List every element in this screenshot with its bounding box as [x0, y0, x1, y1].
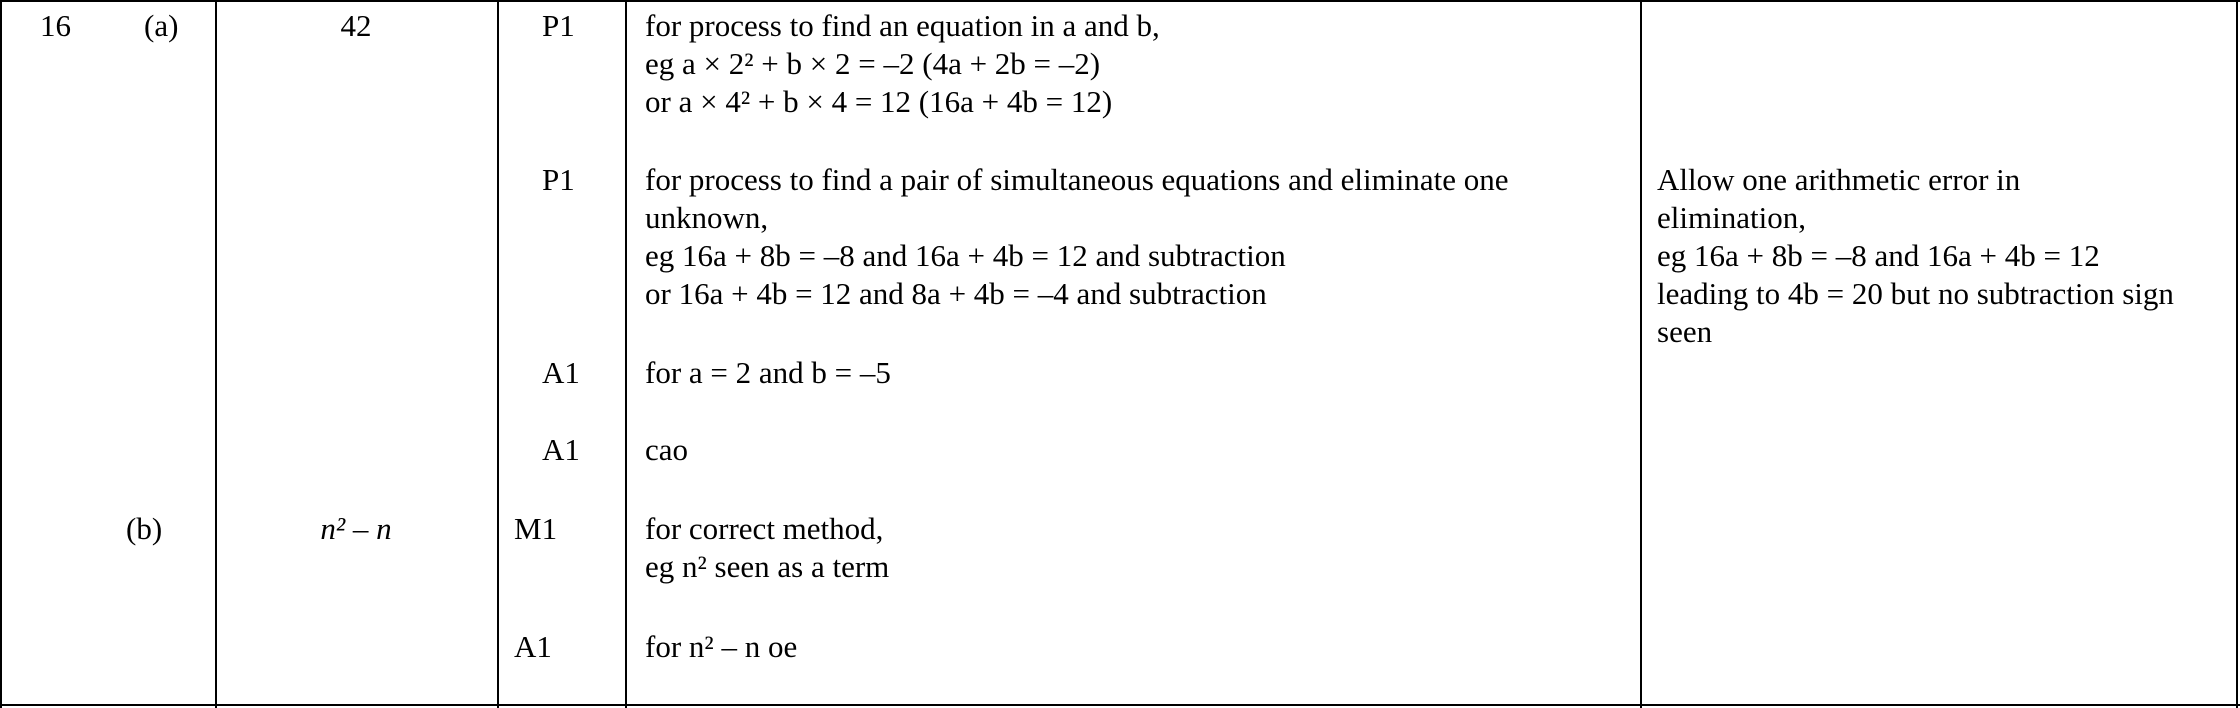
- mark-code: A1: [542, 355, 580, 390]
- guidance-line: for correct method,: [645, 511, 884, 546]
- part-label: (b): [126, 511, 163, 546]
- column-divider: [497, 0, 499, 708]
- column-divider: [215, 0, 217, 708]
- column-divider: [625, 0, 627, 708]
- mark-guidance: cao: [645, 432, 689, 467]
- note-line: Allow one arithmetic error in: [1657, 162, 2021, 197]
- part-label: (a): [144, 8, 179, 43]
- mark-code: A1: [542, 432, 580, 467]
- mark-code: M1: [514, 511, 558, 546]
- mark-code: P1: [542, 8, 575, 43]
- answer: 42: [340, 8, 372, 43]
- mark-guidance: [645, 161, 1508, 313]
- mark-guidance: [645, 7, 1160, 121]
- answer: n² – n: [320, 511, 392, 546]
- guidance-line: eg n² seen as a term: [645, 549, 890, 584]
- guidance-line: for process to find a pair of simultaneous equations and eliminate one: [645, 162, 1509, 197]
- guidance-line: eg a × 2² + b × 2 = –2 (4a + 2b = –2): [645, 46, 1101, 81]
- guidance-line: eg 16a + 8b = –8 and 16a + 4b = 12 and subtraction: [645, 238, 1286, 273]
- table-bottom-border: [0, 704, 2240, 706]
- table-top-border: [0, 0, 2240, 2]
- column-divider: [0, 0, 2, 708]
- note-line: seen: [1657, 314, 1713, 349]
- mark-code: A1: [514, 629, 552, 664]
- note-line: eg 16a + 8b = –8 and 16a + 4b = 12: [1657, 238, 2100, 273]
- mark-guidance: [645, 510, 889, 586]
- mark-guidance: for a = 2 and b = –5: [645, 355, 891, 390]
- note-line: elimination,: [1657, 200, 1806, 235]
- note-line: leading to 4b = 20 but no subtraction sign: [1657, 276, 2174, 311]
- mark-code: P1: [542, 162, 575, 197]
- guidance-line: unknown,: [645, 200, 769, 235]
- column-divider: [1640, 0, 1642, 708]
- guidance-line: for process to find an equation in a and b,: [645, 8, 1160, 43]
- mark-guidance: for n² – n oe: [645, 629, 798, 664]
- question-number: 16: [40, 8, 71, 43]
- column-divider: [2236, 0, 2238, 708]
- guidance-line: or 16a + 4b = 12 and 8a + 4b = –4 and subtraction: [645, 276, 1267, 311]
- guidance-line: or a × 4² + b × 4 = 12 (16a + 4b = 12): [645, 84, 1113, 119]
- additional-guidance: [1657, 161, 2174, 351]
